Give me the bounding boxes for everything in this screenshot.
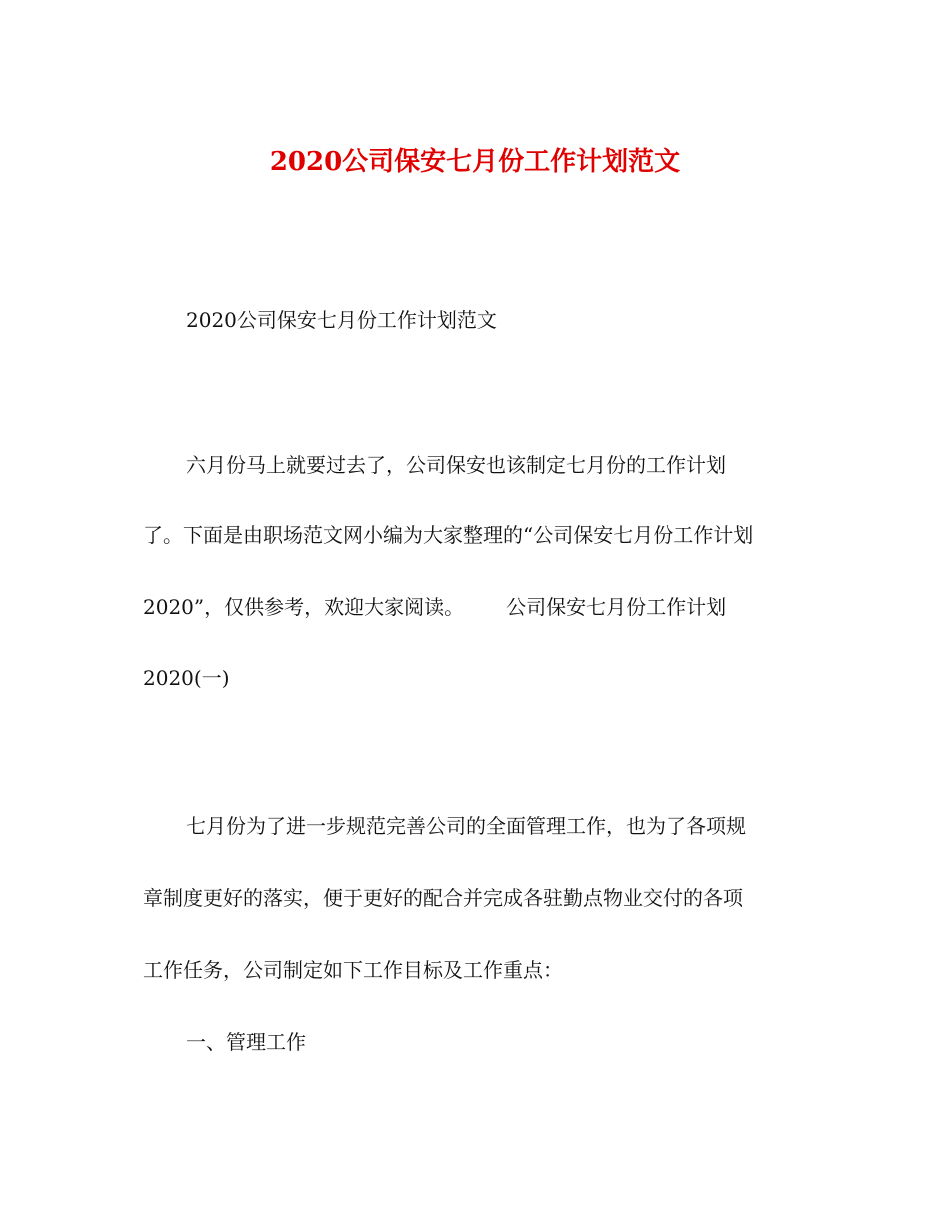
document-title: 2020公司保安七月份工作计划范文	[269, 147, 681, 177]
paragraph-line	[143, 592, 726, 622]
paragraph-line: 工作任务，公司制定如下工作目标及工作重点：	[143, 958, 563, 982]
document-subtitle: 2020公司保安七月份工作计划范文	[186, 308, 497, 332]
paragraph-line: 七月份为了进一步规范完善公司的全面管理工作，也为了各项规	[186, 814, 746, 838]
paragraph-line-segment: 公司保安七月份工作计划	[506, 595, 727, 619]
paragraph-line: 2020(一)	[143, 666, 230, 690]
paragraph-line: 了。下面是由职场范文网小编为大家整理的“公司保安七月份工作计划	[143, 523, 754, 547]
paragraph-line: 六月份马上就要过去了，公司保安也该制定七月份的工作计划	[186, 453, 726, 477]
paragraph-line-segment: 2020”，仅供参考，欢迎大家阅读。	[143, 595, 465, 619]
paragraph-line: 章制度更好的落实，便于更好的配合并完成各驻勤点物业交付的各项	[143, 886, 743, 910]
section-heading: 一、管理工作	[186, 1030, 306, 1054]
